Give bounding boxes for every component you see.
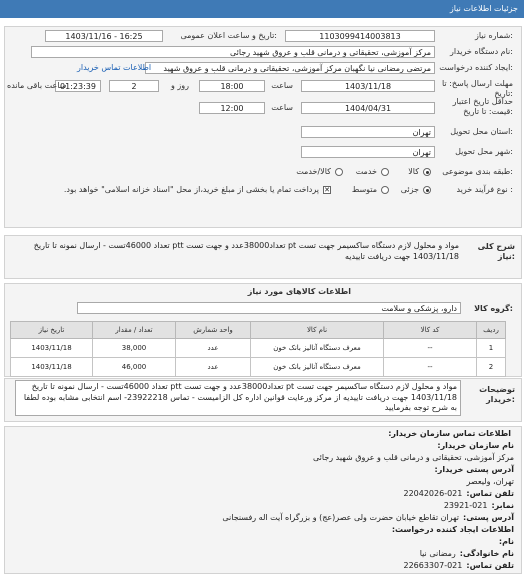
creator-label: ایجاد کننده درخواست: xyxy=(439,63,513,72)
col-date: تاریخ نیاز xyxy=(11,322,93,339)
contact-line-label: نام خانوادگی: xyxy=(459,549,514,558)
col-name: نام کالا xyxy=(251,322,384,339)
validity-time-label: ساعت xyxy=(271,103,293,112)
contact-line-label: تلفن تماس: xyxy=(466,489,514,498)
treasury-checkbox[interactable]: ✕ xyxy=(324,186,330,194)
days-label: روز و xyxy=(171,81,189,90)
creator-field: مرتضی رمضانی نیا نگهبان مرکز آموزشی، تحقیقاتی و درمانی قلب و عروق شهید xyxy=(145,62,435,74)
contact-line xyxy=(467,477,514,486)
province-field: تهران xyxy=(301,126,435,138)
contact-line-value: رمضانی نیا xyxy=(419,549,456,558)
page-header xyxy=(0,0,524,18)
contact-line-value: 021-22042026 xyxy=(403,489,463,498)
city-field: تهران xyxy=(301,146,435,158)
goods-group-field: دارو، پزشکی و سلامت xyxy=(77,302,461,314)
announce-field: 1403/11/16 - 16:25 xyxy=(45,30,163,42)
cell-code: -- xyxy=(384,339,477,358)
cell-qty: 38,000 xyxy=(93,339,176,358)
validity-label: حداقل تاریخ اعتبار قیمت: تا تاریخ: xyxy=(452,97,513,116)
summary-text: مواد و محلول لازم دستگاه ساکسیمر جهت تست pt تعداد38000عدد و جهت تست ptt تعداد 46000تست - ارسال نمونه تا تاریخ 1403/11/18 جهت دریافت تاییدیه xyxy=(33,241,459,261)
process-option-minor: جزئی xyxy=(400,185,419,194)
contact-line xyxy=(388,525,514,534)
contact-line-label: نمابر: xyxy=(491,501,514,510)
contact-line-label: آدرس پستی خریدار: xyxy=(434,465,514,474)
cell-date: 1403/11/18 xyxy=(11,358,93,377)
category-radio-goods-service[interactable] xyxy=(335,168,343,176)
deadline-time-field: 18:00 xyxy=(199,80,265,92)
buyer-notes-label: توضیحات خریدار: xyxy=(479,385,515,404)
city-label: شهر محل تحویل: xyxy=(455,147,513,156)
contact-line-label: آدرس پستی: xyxy=(463,513,514,522)
page-title: جزئیات اطلاعات نیاز xyxy=(449,4,518,13)
goods-group-label: گروه کالا: xyxy=(474,304,513,313)
items-section-title: اطلاعات کالاهای مورد نیاز xyxy=(247,287,351,296)
cell-row: 2 xyxy=(477,358,506,377)
contact-line-value: 021-23921 xyxy=(443,501,488,510)
contact-line-value: تهران، ولیعصر xyxy=(466,477,514,486)
buyer-name-field: مرکز آموزشی، تحقیقاتی و درمانی قلب و عروق شهید رجائی xyxy=(31,46,435,58)
col-row: ردیف xyxy=(477,322,506,339)
contact-line xyxy=(495,537,514,546)
summary-label: شرح کلی نیاز: xyxy=(477,242,515,261)
col-qty: تعداد / مقدار xyxy=(93,322,176,339)
table-row[interactable] xyxy=(11,339,506,358)
items-table xyxy=(10,321,506,377)
deadline-label: مهلت ارسال پاسخ: تا تاریخ: xyxy=(441,79,513,98)
buyer-notes-panel xyxy=(4,378,522,422)
contact-line-value: تهران تقاطع خیابان حضرت ولی عصر(عج) و بزرگراه آیت اله رفسنجانی xyxy=(222,513,460,522)
contact-title: اطلاعات تماس سازمان خریدار: xyxy=(388,429,511,438)
days-field: 2 xyxy=(109,80,159,92)
buyer-notes-text: مواد و محلول لازم دستگاه ساکسیمر جهت تست pt تعداد38000عدد و جهت تست ptt تعداد 46000تست - ارسال نمونه تا تاریخ 1403/11/18 جهت دریافت تاییدیه از مرکز ورعایت قوانین اداره کل الزامیست - تماس 23922218- اسم انتخابی مشابه بوده لطفا به شرح توجه بفرمایید xyxy=(15,380,461,416)
province-label: استان محل تحویل: xyxy=(450,127,513,136)
category-radio-goods[interactable] xyxy=(423,168,431,176)
contact-line xyxy=(444,501,514,510)
summary-panel xyxy=(4,235,522,279)
contact-line xyxy=(433,441,514,450)
contact-line xyxy=(431,465,514,474)
cell-row: 1 xyxy=(477,339,506,358)
contact-line xyxy=(420,549,514,558)
cell-unit: عدد xyxy=(176,339,251,358)
table-row[interactable] xyxy=(11,358,506,377)
contact-line xyxy=(403,561,514,570)
cell-name: معرف دستگاه آنالیز بانک خون xyxy=(251,339,384,358)
contact-line-label: نام سازمان خریدار: xyxy=(437,441,514,450)
contact-line-label: نام: xyxy=(498,537,514,546)
validity-time-field: 12:00 xyxy=(199,102,265,114)
cell-qty: 46,000 xyxy=(93,358,176,377)
process-radio-medium[interactable] xyxy=(381,186,389,194)
need-number-field: 1103099414003813 xyxy=(285,30,435,42)
validity-date-field: 1404/04/31 xyxy=(301,102,435,114)
contact-line-label: تلفن تماس: xyxy=(466,561,514,570)
treasury-note: پرداخت تمام یا بخشی از مبلغ خرید،از محل "اسناد خزانه اسلامی" خواهد بود. xyxy=(63,185,319,194)
contact-line-value: 021-22663307 xyxy=(403,561,463,570)
deadline-time-label: ساعت xyxy=(271,81,293,90)
contact-line xyxy=(313,453,514,462)
col-code: کد کالا xyxy=(384,322,477,339)
contact-line xyxy=(222,513,514,522)
cell-name: معرف دستگاه آنالیز بانک خون xyxy=(251,358,384,377)
announce-label: تاریخ و ساعت اعلان عمومی: xyxy=(180,31,277,40)
cell-unit: عدد xyxy=(176,358,251,377)
remaining-time-field: 01:23:39 xyxy=(55,80,101,92)
contact-line-label: اطلاعات ایجاد کننده درخواست: xyxy=(391,525,514,534)
contact-line-value: مرکز آموزشی، تحقیقاتی و درمانی قلب و عروق شهید رجائی xyxy=(313,453,514,462)
contact-line xyxy=(403,489,514,498)
need-details-panel xyxy=(4,26,522,228)
items-table-header xyxy=(11,322,506,339)
process-label: نوع فرآیند خرید : xyxy=(456,185,513,194)
category-radio-service[interactable] xyxy=(381,168,389,176)
category-option-service: خدمت xyxy=(355,167,377,176)
category-option-goods: کالا xyxy=(408,167,419,176)
cell-code: -- xyxy=(384,358,477,377)
remaining-label: ساعت باقی مانده xyxy=(7,81,67,90)
category-option-goods-service: کالا/خدمت xyxy=(296,167,331,176)
col-unit: واحد شمارش xyxy=(176,322,251,339)
cell-date: 1403/11/18 xyxy=(11,339,93,358)
need-number-label: شماره نیاز: xyxy=(474,31,513,40)
buyer-contact-link[interactable]: اطلاعات تماس خریدار xyxy=(77,63,152,72)
deadline-date-field: 1403/11/18 xyxy=(301,80,435,92)
process-option-medium: متوسط xyxy=(351,185,377,194)
category-label: طبقه بندی موضوعی: xyxy=(442,167,513,176)
buyer-name-label: نام دستگاه خریدار: xyxy=(449,47,513,56)
process-radio-minor[interactable] xyxy=(423,186,431,194)
